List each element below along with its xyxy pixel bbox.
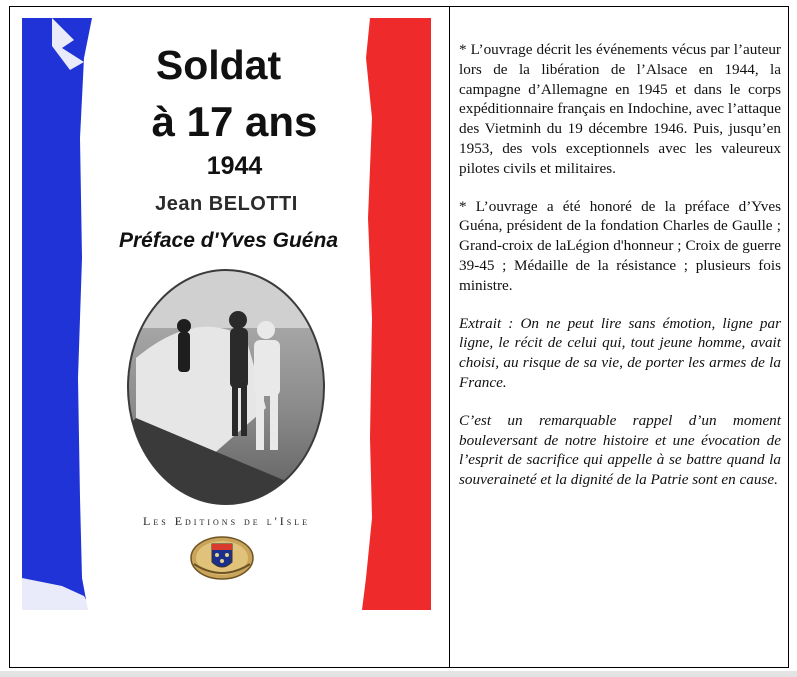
- cover-preface: Préface d'Yves Guéna: [119, 229, 338, 252]
- cover-publisher: Les Editions de l'Isle: [143, 514, 310, 528]
- excerpt-paragraph-1: Extrait : On ne peut lire sans émotion, ligne par ligne, le récit de celui qui, tout jeune homme, avait choisi, au risque de sa vie, de porter les armes de la France.: [459, 314, 781, 391]
- oval-sepia-photo: [126, 268, 326, 506]
- description-column: [459, 40, 781, 508]
- column-divider: [449, 6, 450, 668]
- excerpt-paragraph-2: C’est un remarquable rappel d’un moment bouleversant de notre histoire et une évocation de l’esprit de sacrifice qui appelle à se battre quand la souveraineté et la dignité de la Patrie sont en cause.: [459, 411, 781, 489]
- cover-title-line1: Soldat: [155, 42, 282, 88]
- publisher-crest-icon: [190, 536, 254, 580]
- description-paragraph-2: * L’ouvrage a été honoré de la préface d’Yves Guéna, président de la fondation Charles de Gaulle ; Grand-croix de laLégion d'honneur ; Croix de guerre 39-45 ; Médaille de la résistance ; plusieurs fois ministre.: [459, 197, 781, 294]
- book-cover: [22, 18, 431, 610]
- cover-year: 1944: [206, 152, 263, 180]
- description-paragraph-1: * L’ouvrage décrit les événements vécus par l’auteur lors de la libération de l’Alsace en 1944, la campagne d’Allemagne en 1945 et dans le corps expéditionnaire français en Indochine, avec l’attaque des Vietminh du 19 décembre 1946. Puis, jusqu’en 1953, des vols exceptionnels avec les valeureux pilotes civils et militaires.: [459, 41, 781, 177]
- cover-author: Jean BELOTTI: [155, 193, 298, 215]
- bottom-rule: [0, 671, 797, 677]
- cover-title-line2: à 17 ans: [151, 98, 318, 145]
